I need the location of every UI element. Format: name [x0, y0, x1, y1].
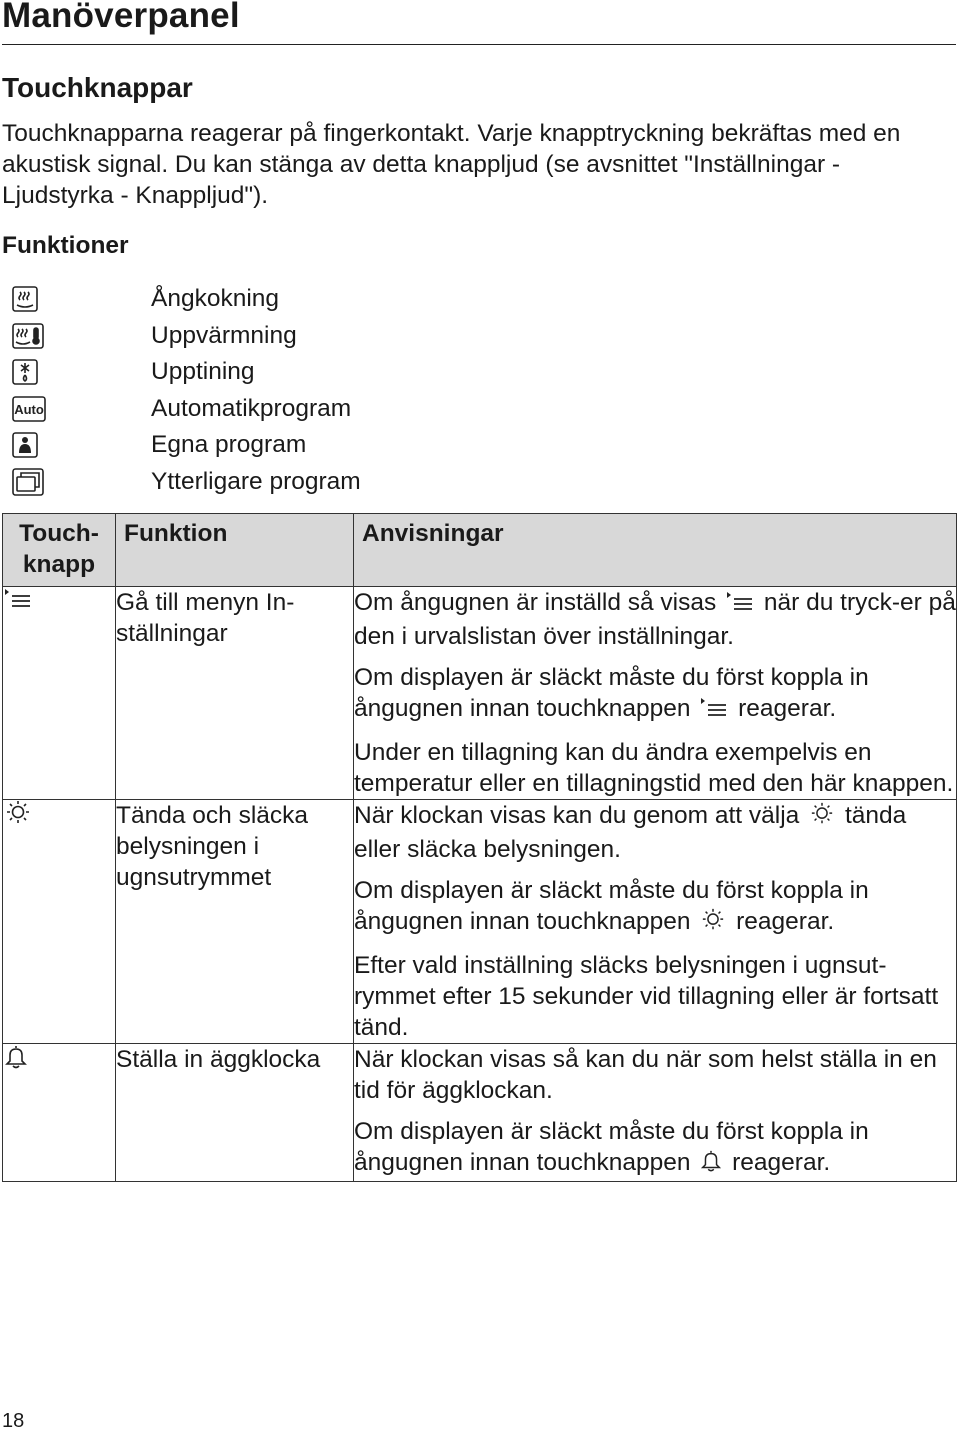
function-item — [12, 318, 612, 355]
touch-key-cell — [3, 1044, 116, 1182]
functions-list — [12, 281, 612, 500]
function-item — [12, 464, 612, 501]
user-program-icon — [12, 431, 48, 459]
instruction-paragraph: När klockan visas så kan du när som helst ställa in en tid för äggklockan. — [354, 1046, 937, 1104]
function-item — [12, 354, 612, 391]
function-label: Uppvärmning — [151, 321, 297, 349]
more-programs-icon — [12, 468, 48, 496]
function-label: Upptining — [151, 358, 255, 386]
intro-paragraph: Touchknapparna reagerar på fingerkontakt. Varje knapptryckning bekräftas med en akustisk signal. Du kan stänga av detta knappljud (se avsnittet "Inställningar - Ljudstyrka - Knappljud"). — [2, 120, 901, 209]
instruction-paragraph: Om displayen är släckt måste du först koppla in ångugnen innan touchknappen reagerar. — [354, 662, 956, 727]
function-cell: Gå till menyn In-ställningar — [116, 587, 354, 800]
header-touch-key: Touch-knapp — [3, 514, 116, 587]
function-label: Automatikprogram — [151, 394, 352, 422]
function-cell: Tända och släcka belysningen i ugnsutrymmet — [116, 800, 354, 1044]
instruction-paragraph: Om ångugnen är inställd så visas när du tryck-er på den i urvalslistan över inställningar. — [354, 589, 956, 650]
table-header-row — [3, 514, 957, 587]
title-divider — [2, 44, 956, 45]
light-bulb-icon — [808, 802, 836, 834]
table-row — [3, 1044, 957, 1182]
instruction-paragraph: När klockan visas kan du genom att välja tända eller släcka belysningen. — [354, 802, 907, 863]
functions-heading: Funktioner — [2, 232, 129, 259]
settings-menu-icon — [725, 590, 755, 621]
header-function: Funktion — [116, 514, 354, 587]
light-bulb-icon — [3, 805, 33, 832]
function-item — [12, 427, 612, 464]
light-bulb-icon — [699, 908, 727, 940]
page-title: Manöverpanel — [2, 0, 240, 35]
touch-keys-table — [2, 513, 957, 1182]
settings-menu-icon — [699, 696, 729, 727]
bell-icon — [3, 1049, 29, 1076]
section-heading: Touchknappar — [2, 72, 193, 103]
instruction-paragraph: Om displayen är släckt måste du först koppla in ångugnen innan touchknappen reagerar. — [354, 875, 956, 940]
instruction-paragraph: Under en tillagning kan du ändra exempelvis en temperatur eller en tillagningstid med den här knappen. — [354, 739, 954, 797]
instruction-paragraph: Om displayen är släckt måste du först koppla in ångugnen innan touchknappen reagerar. — [354, 1116, 956, 1181]
instructions-cell — [354, 800, 957, 1044]
instructions-cell — [354, 587, 957, 800]
function-cell: Ställa in äggklocka — [116, 1044, 354, 1182]
function-label: Ytterligare program — [151, 467, 361, 495]
function-label: Egna program — [151, 431, 307, 459]
steam-icon — [12, 285, 48, 313]
auto-icon — [12, 395, 48, 423]
header-instructions: Anvisningar — [354, 514, 957, 587]
function-item — [12, 281, 612, 318]
table-row — [3, 800, 957, 1044]
bell-icon — [699, 1149, 723, 1181]
auto-icon-text: Auto — [14, 401, 44, 417]
function-item — [12, 391, 612, 428]
touch-key-cell — [3, 800, 116, 1044]
instructions-cell — [354, 1044, 957, 1182]
touch-key-cell — [3, 587, 116, 800]
page-number: 18 — [2, 1410, 25, 1432]
instruction-paragraph: Efter vald inställning släcks belysningen i ugnsut-rymmet efter 15 sekunder vid tillagning eller är fortsatt tänd. — [354, 952, 939, 1041]
table-row — [3, 587, 957, 800]
function-label: Ångkokning — [151, 285, 280, 313]
steam-thermometer-icon — [12, 322, 48, 350]
settings-menu-icon — [3, 589, 33, 616]
defrost-icon — [12, 358, 48, 386]
